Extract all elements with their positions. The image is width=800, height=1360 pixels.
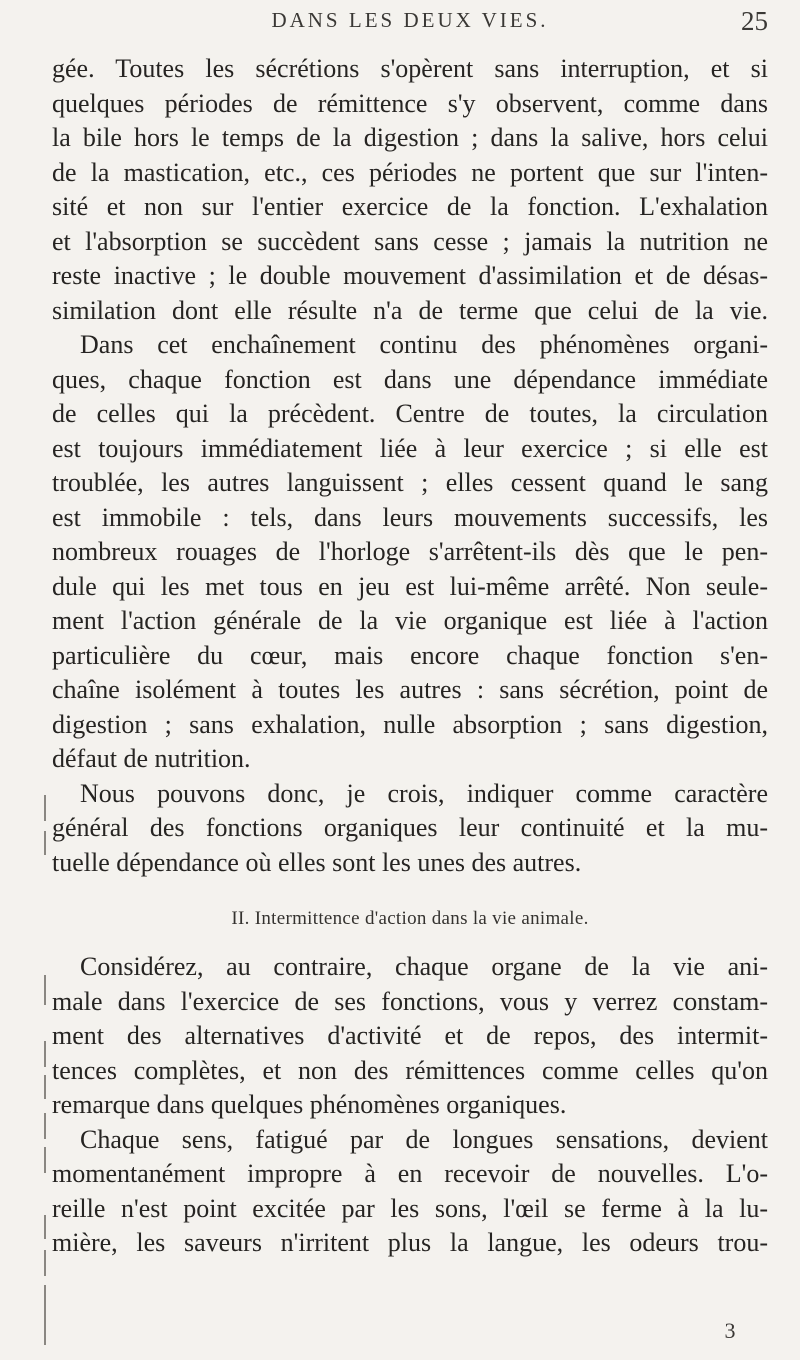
margin-mark — [44, 1215, 46, 1239]
text-line: male dans l'exercice de ses fonctions, vous y verrez constam- — [52, 986, 768, 1016]
page-number: 25 — [741, 6, 768, 36]
text-line: nombreux rouages de l'horloge s'arrêtent-ils dès que le pen- — [52, 537, 768, 566]
text-line: Dans cet enchaînement continu des phénomènes organi- — [80, 330, 768, 359]
text-line: défaut de nutrition. — [52, 744, 251, 773]
margin-mark — [44, 1075, 46, 1099]
margin-mark — [44, 975, 46, 1005]
margin-mark — [44, 1041, 46, 1067]
text-line: Nous pouvons donc, je crois, indiquer comme caractère — [80, 778, 768, 808]
text-line: est immobile : tels, dans leurs mouvements successifs, les — [52, 502, 768, 532]
paragraph-continuation — [52, 52, 768, 777]
text-line: similation dont elle résulte n'a de terme que celui de la vie. — [52, 295, 768, 325]
text-line: gée. Toutes les sécrétions s'opèrent sans interruption, et si — [52, 54, 768, 83]
heading-spacer — [52, 942, 768, 950]
margin-mark — [44, 1113, 46, 1139]
text-line: Chaque sens, fatigué par de longues sensations, devient — [80, 1124, 768, 1154]
text-line: troublée, les autres languissent ; elles cessent quand le sang — [52, 468, 768, 497]
text-line: Considérez, au contraire, chaque organe de la vie ani- — [80, 952, 768, 981]
text-line: général des fonctions organiques leur continuité et la mu- — [52, 813, 768, 842]
text-line: et l'absorption se succèdent sans cesse ; jamais la nutrition ne — [52, 226, 768, 256]
text-line: tences complètes, et non des rémittences comme celles qu'on — [52, 1055, 768, 1085]
text-line: quelques périodes de rémittence s'y observent, comme dans — [52, 88, 768, 118]
text-line: chaîne isolément à toutes les autres : sans sécrétion, point de — [52, 675, 768, 704]
text-line: digestion ; sans exhalation, nulle absorption ; sans digestion, — [52, 709, 768, 739]
text-line: reste inactive ; le double mouvement d'assimilation et de désas- — [52, 261, 768, 290]
binding-margin-marks — [44, 795, 48, 1355]
paragraph-consider — [52, 950, 768, 1123]
paragraph-senses — [52, 1123, 768, 1261]
text-line: ment l'action générale de la vie organique est liée à l'action — [52, 606, 768, 635]
text-line: tuelle dépendance où elles sont les unes des autres. — [52, 847, 582, 877]
text-line: de la mastication, etc., ces périodes ne portent que sur l'inten- — [52, 157, 768, 187]
margin-mark — [44, 1147, 46, 1173]
text-line: reille n'est point excitée par les sons, l'œil se ferme à la lu- — [52, 1193, 768, 1223]
body-text — [52, 52, 768, 1261]
running-title: DANS LES DEUX VIES. — [271, 8, 549, 32]
text-line: ment des alternatives d'activité et de repos, des intermit- — [52, 1021, 768, 1050]
text-line: dule qui les met tous en jeu est lui-même arrêté. Non seule- — [52, 571, 768, 601]
text-line: la bile hors le temps de la digestion ; dans la salive, hors celui — [52, 123, 768, 152]
text-line: particulière du cœur, mais encore chaque fonction s'en- — [52, 640, 768, 670]
section-heading: II. Intermittence d'action dans la vie animale. — [231, 908, 589, 929]
margin-mark — [44, 795, 46, 821]
margin-mark — [44, 831, 46, 855]
signature-mark: 3 — [724, 1318, 736, 1343]
text-line: remarque dans quelques phénomènes organiques. — [52, 1090, 567, 1119]
text-line: momentanément impropre à en recevoir de nouvelles. L'o- — [52, 1159, 768, 1188]
text-line: mière, les saveurs n'irritent plus la langue, les odeurs trou- — [52, 1228, 768, 1257]
paragraph-conclusion — [52, 777, 768, 881]
running-head — [52, 8, 768, 44]
margin-mark — [44, 1250, 46, 1276]
text-line: ques, chaque fonction est dans une dépendance immédiate — [52, 364, 768, 394]
text-line: est toujours immédiatement liée à leur exercice ; si elle est — [52, 433, 768, 463]
text-line: sité et non sur l'entier exercice de la fonction. L'exhalation — [52, 192, 768, 221]
text-line: de celles qui la précèdent. Centre de toutes, la circulation — [52, 399, 768, 428]
